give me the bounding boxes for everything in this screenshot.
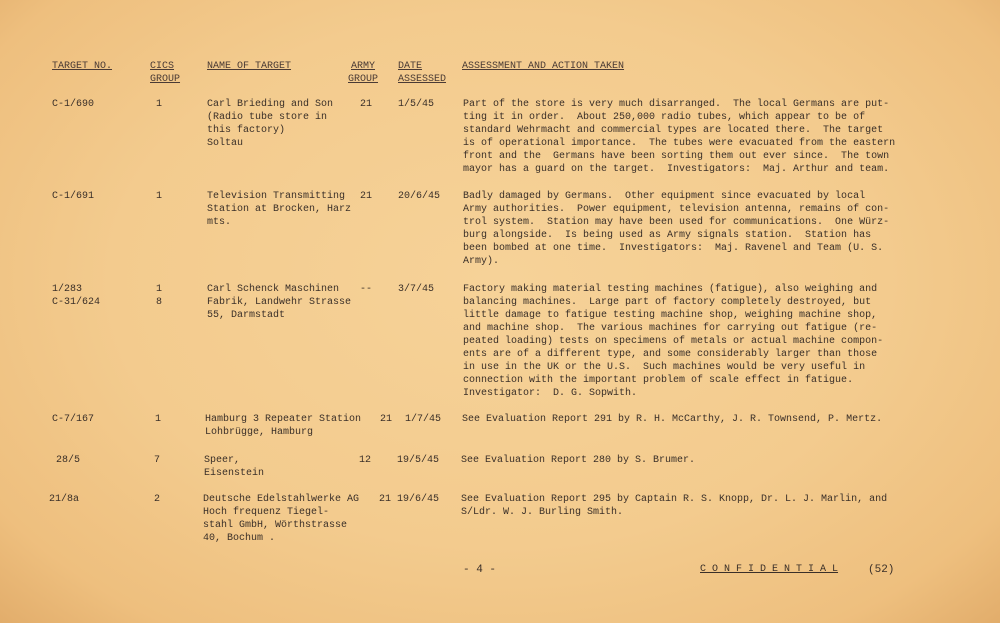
row-date: 19/6/45 [397,494,440,505]
row-assessment: See Evaluation Report 295 by Captain R. S. Knopp, Dr. L. J. Marlin, and S/Ldr. W. J. Burling Smith. [461,494,888,518]
row-cics: 1 8 [156,284,163,308]
row-army: 21 [360,191,373,202]
row-cics: 2 [154,494,161,505]
row-target-no: C-1/691 [52,191,95,202]
row-name: Speer, Eisenstein [204,455,265,479]
header-date: DATE ASSESSED [398,61,447,85]
header-army-group: ARMY GROUP [348,61,379,85]
row-name: Carl Schenck Maschinen Fabrik, Landwehr Strasse 55, Darmstadt [207,284,352,321]
row-name: Hamburg 3 Repeater Station Lohbrügge, Hamburg [205,414,362,438]
row-army: 21 [379,494,392,505]
row-name: Television Transmitting Station at Brocken, Harz mts. [207,191,352,228]
row-date: 1/7/45 [405,414,442,425]
row-date: 1/5/45 [398,99,435,110]
row-assessment: Badly damaged by Germans. Other equipment since evacuated by local Army authorities. Power equipment, television antenna, remains of con- trol system. Station may have been used for communications. One Würz- burg alongside. Is being used as Army signals station. Station has been bombed at one time. Investigators: Maj. Ravenel and Team (U. S. Army). [463,191,890,267]
row-date: 19/5/45 [397,455,440,466]
row-cics: 1 [156,191,163,202]
header-cics-group: CICS GROUP [150,61,181,85]
header-target-no: TARGET NO. [52,61,113,72]
row-assessment: See Evaluation Report 280 by S. Brumer. [461,455,696,466]
row-assessment: Part of the store is very much disarranged. The local Germans are put- ting it in order. About 250,000 radio tubes, which appear to be of standard Wehrmacht and commercial types are located there. The target is of operational importance. The tubes were evacuated from the eastern front and the Germans have been sorting them out ever since. The town mayor has a guard on the target. Investigators: Maj. Arthur and team. [463,99,896,175]
row-army: 21 [360,99,373,110]
page-number: - 4 - [463,564,497,576]
row-army: 21 [380,414,393,425]
row-army: -- [360,284,373,295]
header-name: NAME OF TARGET [207,61,292,72]
row-target-no: C-7/167 [52,414,95,425]
row-target-no: 1/283 C-31/624 [52,284,101,308]
row-name: Carl Brieding and Son (Radio tube store in this factory) Soltau [207,99,334,149]
row-cics: 1 [156,99,163,110]
classification-mark: C O N F I D E N T I A L [700,564,839,575]
row-name: Deutsche Edelstahlwerke AG Hoch frequenz Tiegel- stahl GmbH, Wörthstrasse 40, Bochum . [203,494,360,544]
row-cics: 7 [154,455,161,466]
row-cics: 1 [155,414,162,425]
header-assessment: ASSESSMENT AND ACTION TAKEN [462,61,625,72]
row-date: 20/6/45 [398,191,441,202]
row-army: 12 [359,455,372,466]
row-date: 3/7/45 [398,284,435,295]
document-number: (52) [868,564,895,576]
row-assessment: See Evaluation Report 291 by R. H. McCarthy, J. R. Townsend, P. Mertz. [462,414,883,425]
row-target-no: 28/5 [56,455,81,466]
row-target-no: C-1/690 [52,99,95,110]
row-assessment: Factory making material testing machines (fatigue), also weighing and balancing machines. Large part of factory completely destroyed, but little damage to fatigue testing machine shop, weighing machine shop, and machine shop. The various machines for carrying out fatigue (re- peated loading) tests on specimens of metals or actual machine compon- ents are of a different type, and some considerably larger than those in use in the UK or the U.S. Such machines would be very useful in connection with the important problem of scale effect in fatigue. Investigator: D. G. Sopwith. [463,284,884,399]
row-target-no: 21/8a [49,494,80,505]
